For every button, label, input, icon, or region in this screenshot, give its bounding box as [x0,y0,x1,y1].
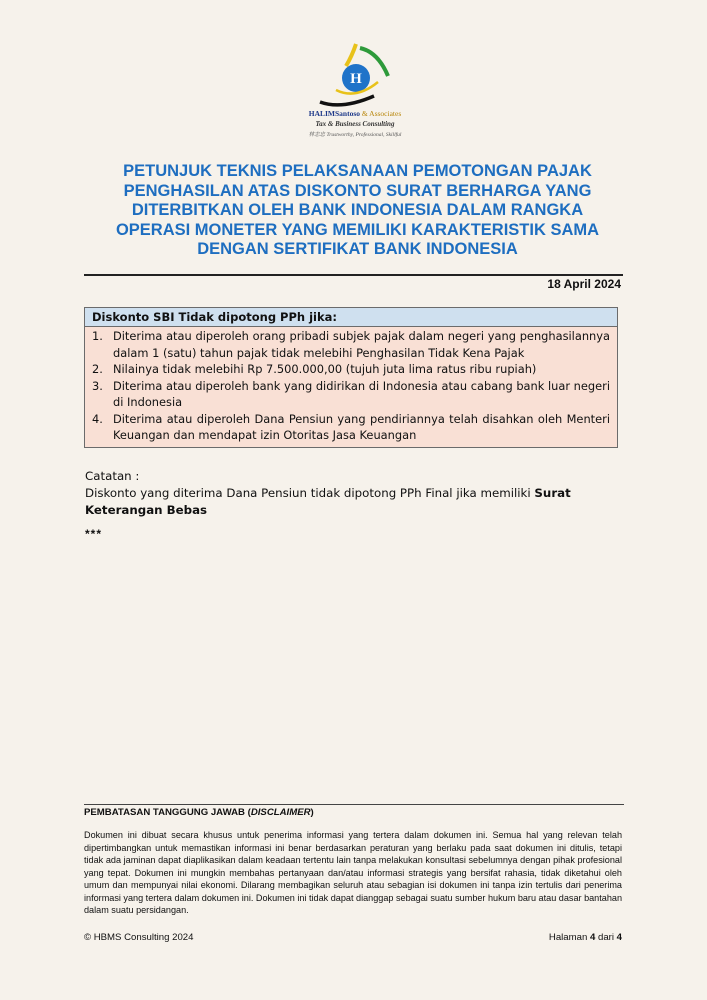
note-section [85,468,625,519]
disclaimer-title: PEMBATASAN TANGGUNG JAWAB (DISCLAIMER) [84,807,314,818]
disclaimer-text: Dokumen ini dibuat secara khusus untuk penerima informasi yang tertera dalam dokumen ini. Semua hal yang relevan telah dipertimbangkan untuk memastikan informasi ini benar berdasarkan peraturan yang berlaku pada saat dokumen ini ditulis, tetapi tidak ada jaminan dapat diaplikasikan dalam keadaan tertentu lain tanpa melakukan konsultasi sebelumnya dengan pihak profesional yang tepat. Dokumen ini mungkin membahas pertanyaan dan/atau informasi strategis yang bersifat rahasia, tidak diketahui oleh umum dan mempunyai nilai ekonomi. Dilarang membagikan seluruh atau sebagian isi dokumen ini tanpa izin tertulis dari penerima informasi yang tertera dalam dokumen ini. Dokumen ini tidak dapat dianggap sebagai suatu sumber hukum baru atau dasar bantahan dalam suatu persidangan. [84,830,622,915]
page-number: Halaman 4 dari 4 [548,932,622,943]
list-item: 1. Diterima atau diperoleh orang pribadi subjek pajak dalam negeri yang penghasilannya dalam 1 (satu) tahun pajak tidak melebihi Penghasilan Tidak Kena Pajak [92,329,610,360]
condition-box [84,307,618,448]
section-separator: *** [85,527,103,541]
title-divider [84,274,623,276]
logo-tagline: 林志忠 Trustworthy, Professional, Skillful [308,132,402,138]
document-date: 18 April 2024 [547,277,621,291]
footer-copyright: © HBMS Consulting 2024 [84,932,194,943]
logo-firm-name: HALIMSantoso & Associates [308,109,402,118]
note-label: Catatan : [85,469,140,483]
list-item: 4. Diterima atau diperoleh Dana Pensiun yang pendiriannya telah disahkan oleh Menteri Keuangan dan mendapat izin Otoritas Jasa Keuangan [92,411,610,442]
logo-subtitle: Tax & Business Consulting [315,120,395,128]
condition-list [85,327,617,447]
note-text: Diskonto yang diterima Dana Pensiun tidak dipotong PPh Final jika memiliki Surat Keterangan Bebas [85,486,571,517]
document-title: PETUNJUK TEKNIS PELAKSANAAN PEMOTONGAN PAJAK PENGHASILAN ATAS DISKONTO SURAT BERHARGA YANG DITERBITKAN OLEH BANK INDONESIA DALAM RANGKA OPERASI MONETER YANG MEMILIKI KARAKTERISTIK SAMA DENGAN SERTIFIKAT BANK INDONESIA [115,162,600,258]
disclaimer-divider [84,804,624,805]
logo-mark-icon [312,42,398,110]
list-item: 3. Diterima atau diperoleh bank yang didirikan di Indonesia atau cabang bank luar negeri di Indonesia [92,378,610,409]
list-item: 2. Nilainya tidak melebihi Rp 7.500.000,00 (tujuh juta lima ratus ribu rupiah) [92,362,537,376]
svg-text:H: H [350,71,362,87]
condition-box-heading: Diskonto SBI Tidak dipotong PPh jika: [85,308,617,327]
company-logo [280,42,430,142]
